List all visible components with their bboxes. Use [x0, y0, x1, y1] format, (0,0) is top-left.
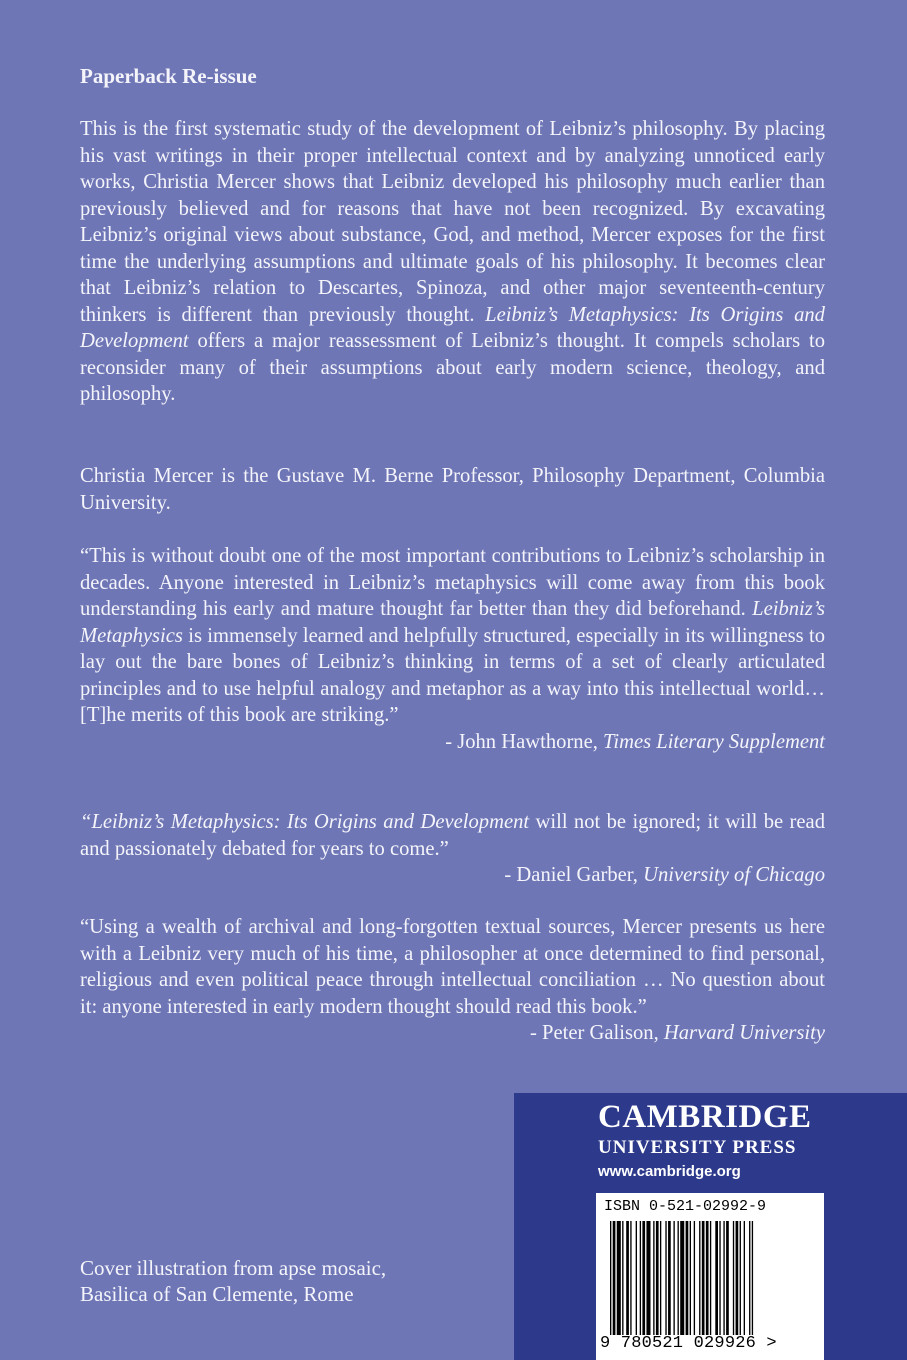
publisher-panel — [514, 1093, 907, 1360]
quote-source: University of Chicago — [643, 864, 825, 886]
barcode-icon — [610, 1221, 806, 1335]
review-quote-1 — [80, 543, 825, 755]
credit-line-1: Cover illustration from apse mosaic, — [80, 1256, 387, 1280]
cover-illustration-credit — [80, 1255, 386, 1307]
description-text-continued: offers a major reassessment of Leibniz’s thought. It compels scholars to reconsider many of their assumptions about early modern science, theology, and philosophy. — [80, 330, 825, 405]
review-quote-2 — [80, 809, 825, 889]
description-paragraph — [80, 116, 825, 408]
reissue-label: Paperback Re-issue — [80, 64, 257, 88]
quote-text: will not be ignored; it will be read and passionately debated for years to come.” — [80, 811, 825, 860]
quote-source: Times Literary Supplement — [603, 730, 825, 753]
quote-text: “This is without doubt one of the most important contributions to Leibniz’s scholarship in decades. Anyone interested in Leibniz’s metaphysics will come away from this book understanding his early and mature thought far better than they did beforehand. — [80, 545, 825, 620]
ean-digits: 9 780521 029926 > — [600, 1334, 777, 1353]
quote-author: - Daniel Garber, — [504, 864, 644, 886]
isbn-text: ISBN 0-521-02992-9 — [604, 1198, 767, 1215]
barcode-label — [596, 1193, 824, 1360]
description-text: This is the first systematic study of the development of Leibniz’s philosophy. By placing his vast writings in their proper intellectual context and by analyzing unnoticed early works, Christia Mercer shows that Leibniz developed his philosophy much earlier than previously believed and for reasons that have not been recognized. By excavating Leibniz’s original views about substance, God, and method, Mercer exposes for the first time the underlying assumptions and ultimate goals of his philosophy. It becomes clear that Leibniz’s relation to Descartes, Spinoza, and other major seventeenth-century thinkers is different than previously thought. — [80, 118, 825, 326]
quote-title-italic: “Leibniz’s Metaphysics: Its Origins and Development — [80, 811, 530, 833]
quote-text: “Using a wealth of archival and long-forgotten textual sources, Mercer presents us here with a Leibniz very much of his time, a philosopher at once determined to find personal, religious and even political peace through intellectual conciliation … No question about it: anyone interested in early modern thought should read this book.” — [80, 916, 825, 1018]
quote-author: - Peter Galison, — [530, 1022, 664, 1044]
quote-author: - John Hawthorne, — [445, 730, 604, 753]
credit-line-2: Basilica of San Clemente, Rome — [80, 1282, 354, 1306]
author-bio: Christia Mercer is the Gustave M. Berne Professor, Philosophy Department, Columbia University. — [80, 465, 825, 514]
quote-text-continued: is immensely learned and helpfully structured, especially in its willingness to lay out the bare bones of Leibniz’s thinking in terms of a set of clearly articulated principles and to use helpful analogy and metaphor as a way into this intellectual world… [T]he merits of this book are striking.” — [80, 624, 825, 726]
publisher-subname: UNIVERSITY PRESS — [598, 1137, 797, 1158]
review-quote-3 — [80, 914, 825, 1047]
quote-attribution — [80, 862, 825, 889]
quote-attribution — [80, 729, 825, 756]
book-title-italic: Leibniz’s Metaphysics: Its Origins and Development — [80, 303, 825, 352]
publisher-name: CAMBRIDGE — [598, 1099, 812, 1135]
quote-source: Harvard University — [663, 1022, 825, 1044]
quote-title-italic: Leibniz’s Metaphysics — [80, 598, 825, 647]
publisher-url: www.cambridge.org — [598, 1163, 741, 1180]
quote-attribution — [80, 1020, 825, 1047]
